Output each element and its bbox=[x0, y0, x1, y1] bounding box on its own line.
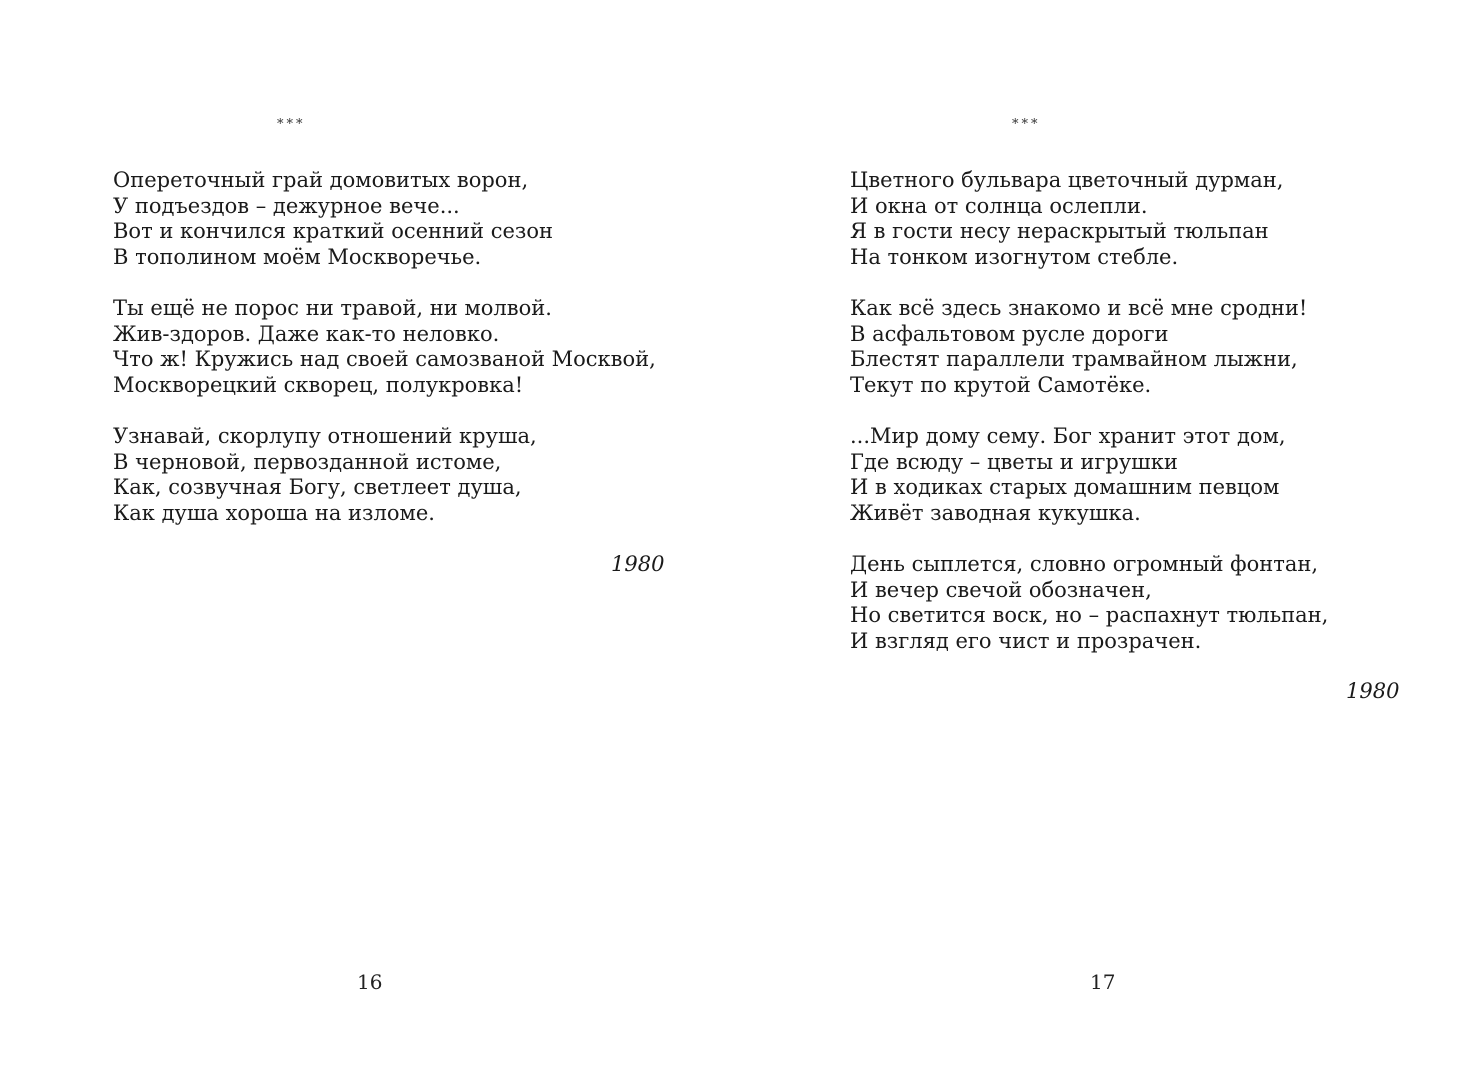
section-divider: *** bbox=[277, 117, 306, 132]
poem-line: Как, созвучная Богу, светлеет душа, bbox=[113, 475, 522, 500]
stanza bbox=[850, 296, 1328, 398]
poem-line: У подъездов – дежурное вече... bbox=[113, 193, 460, 218]
poem-line: И взгляд его чист и прозрачен. bbox=[850, 628, 1202, 653]
poem-line: Как душа хороша на изломе. bbox=[113, 500, 435, 525]
right-page bbox=[732, 0, 1465, 1080]
poem-year: 1980 bbox=[1346, 679, 1400, 703]
poem-line: Вот и кончился краткий осенний сезон bbox=[113, 219, 553, 244]
stanza bbox=[113, 296, 656, 398]
poem-line: ...Мир дому сему. Бог хранит этот дом, bbox=[850, 423, 1286, 448]
poem-line: Я в гости несу нераскрытый тюльпан bbox=[850, 219, 1269, 244]
poem-line: И окна от солнца ослепли. bbox=[850, 193, 1148, 218]
poem-year: 1980 bbox=[611, 552, 665, 576]
poem-right bbox=[850, 168, 1328, 680]
poem-line: В тополином моём Москворечье. bbox=[113, 244, 482, 269]
poem-line: В асфальтовом русле дороги bbox=[850, 321, 1169, 346]
poem-line: Текут по крутой Самотёке. bbox=[850, 372, 1152, 397]
poem-line: Что ж! Кружись над своей самозваной Москвой, bbox=[113, 347, 656, 372]
poem-line: Где всюду – цветы и игрушки bbox=[850, 449, 1178, 474]
poem-line: Жив-здоров. Даже как-то неловко. bbox=[113, 321, 500, 346]
stanza bbox=[850, 168, 1328, 270]
poem-line: Опереточный грай домовитых ворон, bbox=[113, 168, 529, 192]
poem-line: Блестят параллели трамвайном лыжни, bbox=[850, 347, 1298, 372]
left-page bbox=[0, 0, 732, 1080]
section-divider: *** bbox=[1012, 117, 1041, 132]
poem-line: День сыплется, словно огромный фонтан, bbox=[850, 551, 1319, 576]
poem-line: И вечер свечой обозначен, bbox=[850, 577, 1152, 602]
page-number: 17 bbox=[1090, 970, 1116, 994]
page-number: 16 bbox=[357, 970, 383, 994]
poem-line: Ты ещё не порос ни травой, ни молвой. bbox=[113, 295, 552, 320]
poem-left bbox=[113, 168, 656, 552]
poem-line: Живёт заводная кукушка. bbox=[850, 500, 1141, 525]
stanza bbox=[850, 424, 1328, 526]
poem-line: Но светится воск, но – распахнут тюльпан, bbox=[850, 603, 1329, 628]
poem-line: Узнавай, скорлупу отношений круша, bbox=[113, 423, 537, 448]
stanza bbox=[113, 424, 656, 526]
poem-line: В черновой, первозданной истоме, bbox=[113, 449, 502, 474]
poem-line: На тонком изогнутом стебле. bbox=[850, 244, 1179, 269]
stanza bbox=[113, 168, 656, 270]
poem-line: Как всё здесь знакомо и всё мне сродни! bbox=[850, 295, 1308, 320]
poem-line: Москворецкий скворец, полукровка! bbox=[113, 372, 524, 397]
poem-line: Цветного бульвара цветочный дурман, bbox=[850, 168, 1284, 192]
stanza bbox=[850, 552, 1328, 654]
poem-line: И в ходиках старых домашним певцом bbox=[850, 475, 1280, 500]
